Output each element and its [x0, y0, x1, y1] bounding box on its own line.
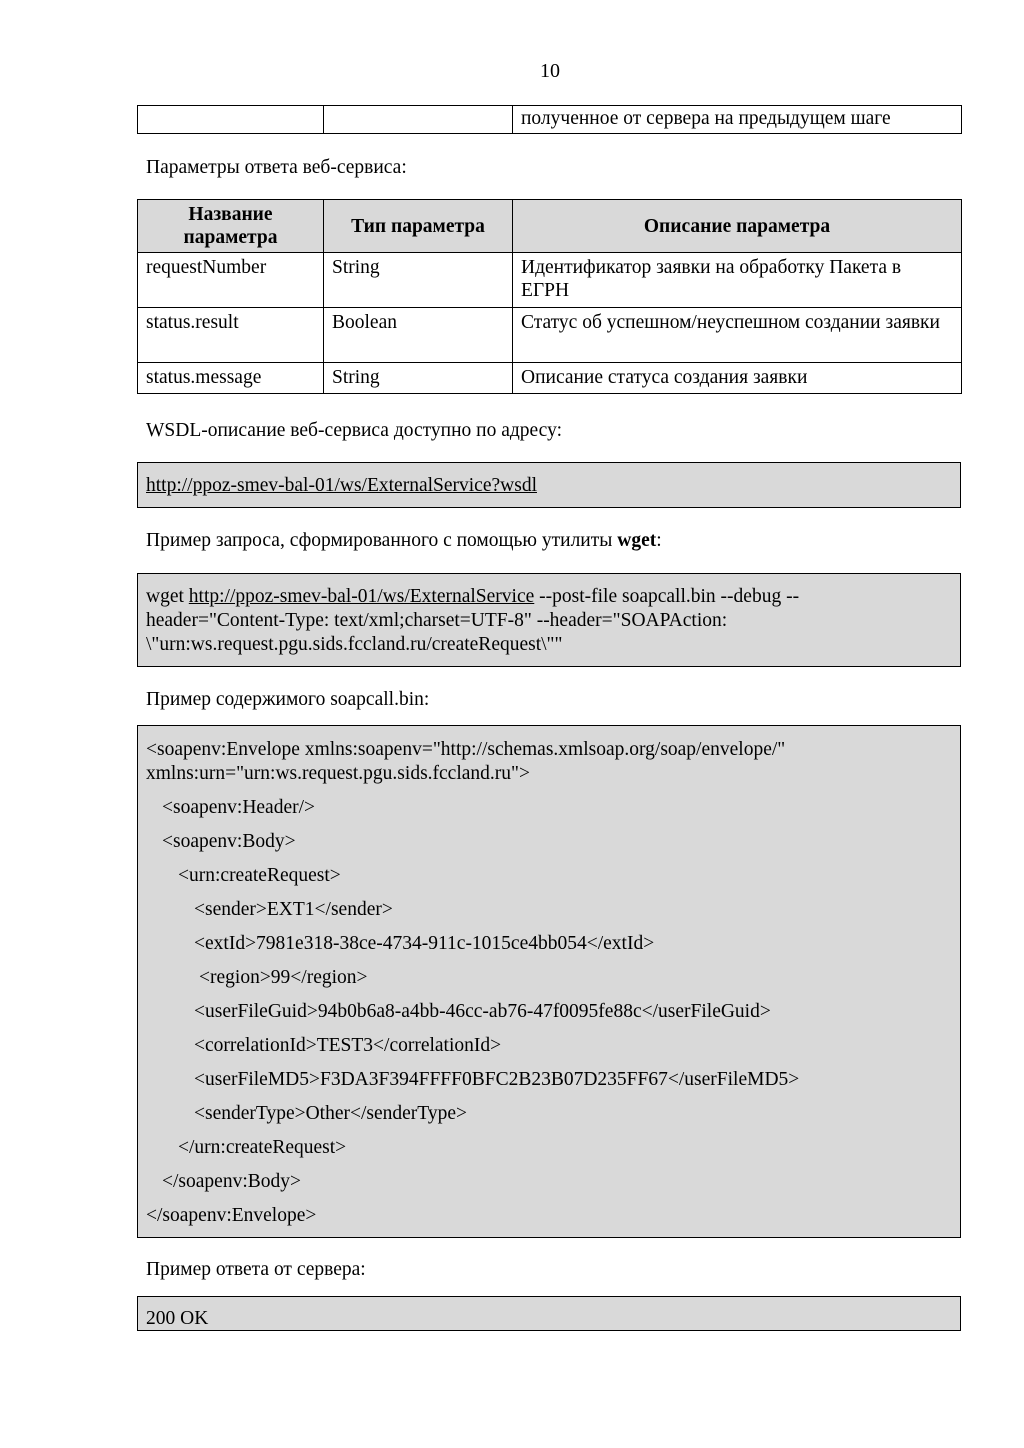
- wget-url-link[interactable]: http://ppoz-smev-bal-01/ws/ExternalService: [188, 586, 535, 607]
- param-description: Идентификатор заявки на обработку Пакета в ЕГРН: [513, 253, 962, 308]
- param-type: Boolean: [324, 308, 513, 363]
- wget-heading-suffix: :: [656, 530, 662, 551]
- xml-line: <senderType>Other</senderType>: [194, 1103, 467, 1124]
- wget-command-box: [137, 573, 961, 667]
- param-name: status.result: [138, 308, 324, 363]
- param-type: String: [324, 253, 513, 308]
- xml-line: </urn:createRequest>: [178, 1137, 347, 1158]
- response-heading: Пример ответа от сервера:: [146, 1259, 366, 1280]
- table-row: [138, 363, 962, 394]
- table-row: [138, 106, 962, 134]
- table-header-row: [138, 200, 962, 253]
- xml-line: <soapenv:Header/>: [162, 797, 316, 818]
- param-name: status.message: [138, 363, 324, 394]
- wget-line-2: header="Content-Type: text/xml;charset=UTF-8" --header="SOAPAction:: [146, 610, 728, 631]
- table-cell: [138, 106, 324, 134]
- wsdl-url-link[interactable]: http://ppoz-smev-bal-01/ws/ExternalService?wsdl: [146, 475, 537, 496]
- xml-line: </soapenv:Body>: [162, 1171, 301, 1192]
- xml-line: <soapenv:Body>: [162, 831, 296, 852]
- param-type: String: [324, 363, 513, 394]
- response-params-table: [137, 199, 962, 394]
- table-cell: полученное от сервера на предыдущем шаге: [513, 106, 962, 134]
- xml-line: <region>99</region>: [199, 967, 368, 988]
- soap-xml-box: [137, 725, 961, 1238]
- response-box: [137, 1296, 961, 1331]
- xml-line: <urn:createRequest>: [178, 865, 341, 886]
- wget-heading-bold: wget: [617, 530, 657, 551]
- soapcall-heading: Пример содержимого soapcall.bin:: [146, 689, 430, 710]
- wget-heading-text: Пример запроса, сформированного с помощью утилиты: [146, 530, 618, 551]
- table-row: [138, 308, 962, 363]
- xml-line: <sender>EXT1</sender>: [194, 899, 393, 920]
- table-row: [138, 253, 962, 308]
- response-text: 200 OK: [146, 1308, 209, 1329]
- wsdl-heading: WSDL-описание веб-сервиса доступно по адресу:: [146, 420, 562, 441]
- wget-command-suffix: --post-file soapcall.bin --debug --: [534, 586, 800, 607]
- wget-heading: [146, 529, 662, 553]
- xml-line: </soapenv:Envelope>: [146, 1205, 317, 1226]
- table-cell: [324, 106, 513, 134]
- xml-line: xmlns:urn="urn:ws.request.pgu.sids.fccland.ru">: [146, 763, 530, 784]
- param-description: Описание статуса создания заявки: [513, 363, 962, 394]
- response-params-heading: Параметры ответа веб-сервиса:: [146, 157, 407, 178]
- wget-command-prefix: wget: [146, 586, 189, 607]
- continuation-table: [137, 105, 962, 134]
- param-description: Статус об успешном/неуспешном создании заявки: [513, 308, 962, 363]
- wget-line-3: \"urn:ws.request.pgu.sids.fccland.ru/createRequest\"": [146, 634, 563, 655]
- wget-line-1: [146, 585, 799, 609]
- xml-line: <userFileMD5>F3DA3F394FFFF0BFC2B23B07D235FF67</userFileMD5>: [194, 1069, 800, 1090]
- xml-line: <userFileGuid>94b0b6a8-a4bb-46cc-ab76-47f0095fe88c</userFileGuid>: [194, 1001, 771, 1022]
- column-header-name: Название параметра: [138, 200, 324, 253]
- param-name: requestNumber: [138, 253, 324, 308]
- xml-line: <correlationId>TEST3</correlationId>: [194, 1035, 502, 1056]
- page-number: 10: [540, 60, 560, 82]
- xml-line: <soapenv:Envelope xmlns:soapenv="http://schemas.xmlsoap.org/soap/envelope/": [146, 739, 786, 760]
- wsdl-url-box: [137, 462, 961, 508]
- xml-line: <extId>7981e318-38ce-4734-911c-1015ce4bb054</extId>: [194, 933, 655, 954]
- column-header-type: Тип параметра: [324, 200, 513, 253]
- column-header-description: Описание параметра: [513, 200, 962, 253]
